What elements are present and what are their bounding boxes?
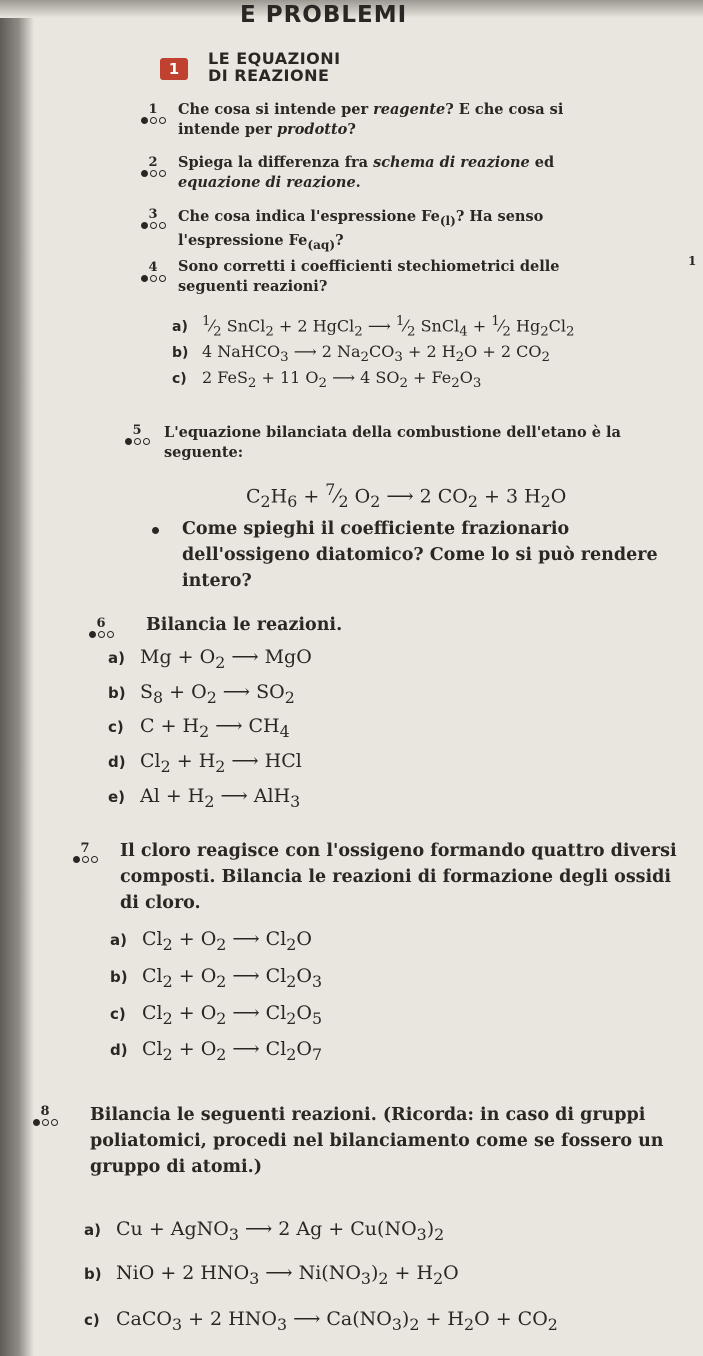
difficulty-dots bbox=[70, 856, 100, 863]
difficulty-dots bbox=[86, 631, 116, 638]
equation: $Cl_2 + O_2$ ⟶ $Cl_2O$ bbox=[142, 928, 312, 954]
exercise-2-text: Spiega la differenza fra schema di reazione ed equazione di reazione. bbox=[178, 154, 555, 191]
section-number-badge: 1 bbox=[160, 58, 188, 80]
exercise-4-item-c: c) 2 FeS$_2$ + 11 $O_2$ ⟶ 4 $SO_2 + Fe_2O_3$ bbox=[172, 368, 482, 392]
equation: $C_2H_6$ + $^7⁄_2$ $O_2$ ⟶ 2 $CO_2 + 3$ $H_2O$ bbox=[246, 480, 567, 512]
exercise-1-text: Che cosa si intende per reagente? E che cosa si intende per prodotto? bbox=[178, 101, 564, 138]
difficulty-dots bbox=[138, 222, 168, 229]
exercise-number-8: 8 bbox=[30, 1106, 60, 1126]
difficulty-dot-filled bbox=[73, 856, 80, 863]
exercise-4-item-a: a) $^1⁄_2$ SnCl$_2$ + 2 HgCl$_2$ ⟶ $^1⁄_2$ SnCl$_4$ + $^1⁄_2$ $Hg_2Cl_2$ bbox=[172, 314, 575, 340]
exercise-6-item-a: a) $Mg + O_2$ ⟶ MgO bbox=[108, 646, 312, 672]
section-heading-line2: DI REAZIONE bbox=[208, 66, 330, 85]
equation: $Mg + O_2$ ⟶ MgO bbox=[140, 646, 312, 672]
difficulty-dots bbox=[138, 275, 168, 282]
exercise-number-2: 2 bbox=[138, 157, 168, 177]
difficulty-dot-filled bbox=[33, 1119, 40, 1126]
exercise-6-item-c: c) $C + H_2$ ⟶ $CH_4$ bbox=[108, 715, 290, 741]
exercise-6-text: Bilancia le reazioni. bbox=[146, 615, 343, 635]
exercise-5-text: L'equazione bilanciata della combustione dell'etano è la seguente: bbox=[164, 424, 621, 461]
exercise-7-item-c: c) $Cl_2 + O_2$ ⟶ $Cl_2O_5$ bbox=[110, 1002, 323, 1028]
exercise-5-equation bbox=[246, 480, 566, 511]
equation: $Cl_2 + O_2$ ⟶ $Cl_2O_3$ bbox=[142, 965, 323, 991]
section-title: E PROBLEMI bbox=[240, 2, 408, 28]
equation: 4 NaHCO$_3$ ⟶ 2 $Na_2CO_3 + 2$ $H_2O + 2$ $CO_2$ bbox=[202, 342, 550, 366]
exercise-number-5: 5 bbox=[122, 425, 152, 445]
section-heading bbox=[208, 50, 341, 84]
difficulty-dot-filled bbox=[125, 438, 132, 445]
difficulty-dots bbox=[30, 1119, 60, 1126]
exercise-number-7: 7 bbox=[70, 843, 100, 863]
equation: $Cl_2 + H_2$ ⟶ HCl bbox=[140, 750, 302, 776]
exercise-5-bullet-text: Come spieghi il coefficiente frazionario dell'ossigeno diatomico? Come lo si può rendere intero? bbox=[182, 519, 658, 591]
difficulty-dot-empty bbox=[159, 117, 166, 124]
difficulty-dot-empty bbox=[107, 631, 114, 638]
difficulty-dot-empty bbox=[51, 1119, 58, 1126]
exercise-8-item-c: c) CaCO$_3$ + 2 $HNO_3$ ⟶ $Ca(NO_3)_2 + H_2O + CO_2$ bbox=[84, 1308, 558, 1334]
difficulty-dot-filled bbox=[89, 631, 96, 638]
equation: $S_8 + O_2$ ⟶ $SO_2$ bbox=[140, 681, 295, 707]
difficulty-dots bbox=[138, 117, 168, 124]
difficulty-dot-empty bbox=[91, 856, 98, 863]
exercise-4-text: Sono corretti i coefficienti stechiometrici delle seguenti reazioni? bbox=[178, 258, 560, 295]
bullet-point bbox=[152, 527, 159, 534]
difficulty-dot-empty bbox=[134, 438, 141, 445]
difficulty-dots bbox=[122, 438, 152, 445]
exercise-7-text: Il cloro reagisce con l'ossigeno formando quattro diversi composti. Bilancia le reazioni di formazione degli ossidi di cloro. bbox=[120, 841, 677, 913]
difficulty-dot-empty bbox=[98, 631, 105, 638]
difficulty-dot-empty bbox=[150, 222, 157, 229]
equation: NiO + 2 $HNO_3$ ⟶ $Ni(NO_3)_2 + H_2O$ bbox=[116, 1262, 459, 1288]
equation: $Cl_2 + O_2$ ⟶ $Cl_2O_5$ bbox=[142, 1002, 323, 1028]
difficulty-dot-empty bbox=[150, 275, 157, 282]
exercise-8-text: Bilancia le seguenti reazioni. (Ricorda: in caso di gruppi poliatomici, procedi nel bilanciamento come se fossero un gruppo di atomi.) bbox=[90, 1105, 664, 1177]
difficulty-dot-empty bbox=[150, 170, 157, 177]
difficulty-dot-empty bbox=[159, 275, 166, 282]
exercise-number-1: 1 bbox=[138, 104, 168, 124]
equation: CaCO$_3$ + 2 $HNO_3$ ⟶ $Ca(NO_3)_2 + H_2O + CO_2$ bbox=[116, 1308, 558, 1334]
exercise-8-item-b: b) NiO + 2 $HNO_3$ ⟶ $Ni(NO_3)_2 + H_2O$ bbox=[84, 1262, 459, 1288]
exercise-number-4: 4 bbox=[138, 262, 168, 282]
equation: Cu + AgNO$_3$ ⟶ 2 $Ag + Cu(NO_3)_2$ bbox=[116, 1218, 445, 1244]
difficulty-dot-empty bbox=[150, 117, 157, 124]
exercise-6-item-b: b) $S_8 + O_2$ ⟶ $SO_2$ bbox=[108, 681, 295, 707]
difficulty-dots bbox=[138, 170, 168, 177]
margin-mark: 1 bbox=[688, 254, 697, 268]
difficulty-dot-empty bbox=[159, 170, 166, 177]
exercise-4-item-b: b) 4 NaHCO$_3$ ⟶ 2 $Na_2CO_3 + 2$ $H_2O + 2$ $CO_2$ bbox=[172, 342, 550, 366]
section-heading-line1: LE EQUAZIONI bbox=[208, 49, 341, 68]
equation: 2 FeS$_2$ + 11 $O_2$ ⟶ 4 $SO_2 + Fe_2O_3$ bbox=[202, 368, 482, 392]
equation: $Cl_2 + O_2$ ⟶ $Cl_2O_7$ bbox=[142, 1038, 323, 1064]
equation: $C + H_2$ ⟶ $CH_4$ bbox=[140, 715, 290, 741]
exercise-number-3: 3 bbox=[138, 209, 168, 229]
difficulty-dot-filled bbox=[141, 117, 148, 124]
exercise-7-item-d: d) $Cl_2 + O_2$ ⟶ $Cl_2O_7$ bbox=[110, 1038, 323, 1064]
difficulty-dot-empty bbox=[143, 438, 150, 445]
difficulty-dot-empty bbox=[82, 856, 89, 863]
difficulty-dot-filled bbox=[141, 170, 148, 177]
difficulty-dot-empty bbox=[42, 1119, 49, 1126]
exercise-6-item-e: e) $Al + H_2$ ⟶ AlH$_3$ bbox=[108, 785, 301, 811]
exercise-7-item-b: b) $Cl_2 + O_2$ ⟶ $Cl_2O_3$ bbox=[110, 965, 323, 991]
equation: $Al + H_2$ ⟶ AlH$_3$ bbox=[140, 785, 301, 811]
page-edge-shadow bbox=[0, 0, 34, 1356]
exercise-3-text: Che cosa indica l'espressione $Fe_{(l)}$? Ha senso l'espressione $Fe_{(aq)}$? bbox=[178, 208, 544, 252]
difficulty-dot-filled bbox=[141, 222, 148, 229]
exercise-number-6: 6 bbox=[86, 618, 116, 638]
exercise-8-item-a: a) Cu + AgNO$_3$ ⟶ 2 $Ag + Cu(NO_3)_2$ bbox=[84, 1218, 445, 1244]
exercise-6-item-d: d) $Cl_2 + H_2$ ⟶ HCl bbox=[108, 750, 302, 776]
equation: $^1⁄_2$ SnCl$_2$ + 2 HgCl$_2$ ⟶ $^1⁄_2$ SnCl$_4$ + $^1⁄_2$ $Hg_2Cl_2$ bbox=[202, 314, 575, 340]
difficulty-dot-empty bbox=[159, 222, 166, 229]
difficulty-dot-filled bbox=[141, 275, 148, 282]
exercise-7-item-a: a) $Cl_2 + O_2$ ⟶ $Cl_2O$ bbox=[110, 928, 312, 954]
